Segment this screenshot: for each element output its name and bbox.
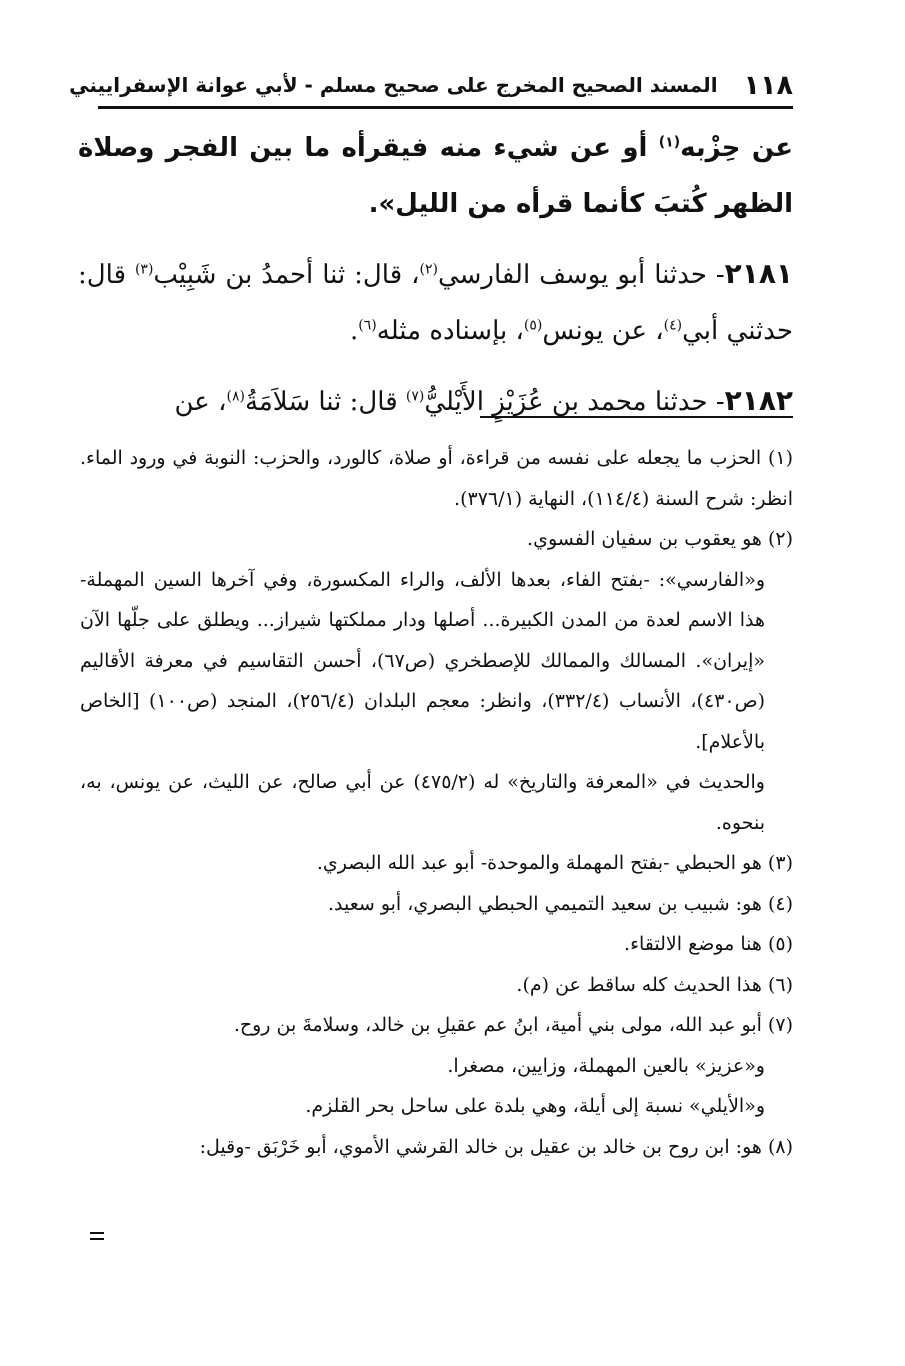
footnote-4: (٤) هو: شبيب بن سعيد التميمي الحبطي البصري، أبو سعيد. xyxy=(327,892,793,915)
footnote-ref-1: (١) xyxy=(658,134,681,151)
footnote-1: (١) الحزب ما يجعله على نفسه من قراءة، أو صلاة، كالورد، والحزب: النوبة في ورود الماء. انظر: شرح السنة (١١٤/٤)، النهاية (٣٧٦/١). xyxy=(80,447,793,510)
footnote-ref-5: (٥) xyxy=(523,317,543,334)
footnote-7: (٧) أبو عبد الله، مولى بني أمية، ابنُ عم عقيلِ بن خالد، وسلامةَ بن روح. xyxy=(233,1014,793,1036)
footnote-ref-8: (٨) xyxy=(226,388,245,405)
hadith-number: ٢١٨٢ xyxy=(724,384,793,417)
continuation-paragraph: عن حِزْبه$^{(١)}$ أو عن شيء منه فيقرأه ما بين الفجر وصلاة الظهر كُتبَ كأنما قرأه من الليل». xyxy=(78,133,794,219)
footnote-ref-2: (٢) xyxy=(419,261,438,278)
footnotes xyxy=(80,438,793,1167)
footnote-7-paragraph-1: و«عزيز» بالعين المهملة، وزايين، مصغرا. xyxy=(447,1054,765,1077)
footnote-5: (٥) هنا موضع الالتقاء. xyxy=(624,933,793,955)
hadith-2181: ٢١٨١- حدثنا أبو يوسف الفارسي$^{(٢)}$، قال: ثنا أحمدُ بن شَبِيْب$^{(٣)}$ قال: حدثني أبي$^{(٤)}$، عن يونس$^{(٥)}$، بإسناده مثله$^{(٦)}$. xyxy=(78,257,794,346)
hadith-number: ٢١٨١ xyxy=(724,257,794,290)
footnote-ref-7: (٧) xyxy=(405,388,425,405)
footnote-7-paragraph-2: و«الأيلي» نسبة إلى أيلة، وهي بلدة على ساحل بحر القلزم. xyxy=(305,1095,765,1117)
footnote-3: (٣) هو الحبطي -بفتح المهملة والموحدة- أبو عبد الله البصري. xyxy=(316,852,793,874)
footnote-2: (٢) هو يعقوب بن سفيان الفسوي. xyxy=(527,528,793,550)
footnote-ref-3: (٣) xyxy=(134,261,154,278)
footnote-2-paragraph-1: و«الفارسي»: -بفتح الفاء، بعدها الألف، والراء المكسورة، وفي آخرها السين المهملة- هذا الاسم لعدة من المدن الكبيرة... أصلها ودار مملكتها شيراز... ويطلق على جلّها الآن «إيران». المسالك والممالك للإصطخري (ص٦٧)، أحسن التقاسيم في معرفة الأقاليم (ص٤٣٠)، الأنساب (٣٣٢/٤)، وانظر: معجم البلدان (٢٥٦/٤)، المنجد (ص١٠٠) [الخاص بالأعلام]. xyxy=(80,568,765,753)
page-number: ١١٨ xyxy=(743,69,793,101)
footnote-separator xyxy=(480,416,793,418)
footnote-8: (٨) هو: ابن روح بن خالد بن عقيل بن خالد القرشي الأموي، أبو خَرْبَق -وقيل: xyxy=(199,1135,793,1158)
continuation-mark xyxy=(90,1232,104,1244)
footnote-ref-4: (٤) xyxy=(663,317,683,334)
header-rule xyxy=(98,106,793,109)
hadith-2182: ٢١٨٢- حدثنا محمد بن عُزَيْزٍ الأَيْليُّ$^{(٧)}$ قال: ثنا سَلاَمَةُ$^{(٨)}$، عن xyxy=(174,384,793,417)
footnote-6: (٦) هذا الحديث كله ساقط عن (م). xyxy=(516,973,793,996)
footnote-ref-6: (٦) xyxy=(358,317,377,334)
running-title: المسند الصحيح المخرج على صحيح مسلم - لأبي عوانة الإسفراييني xyxy=(69,73,718,97)
running-header xyxy=(69,68,793,102)
footnote-2-paragraph-2: والحديث في «المعرفة والتاريخ» له (٤٧٥/٢) عن أبي صالح، عن الليث، عن يونس، به، بنحوه. xyxy=(80,771,765,834)
main-text xyxy=(78,120,793,430)
